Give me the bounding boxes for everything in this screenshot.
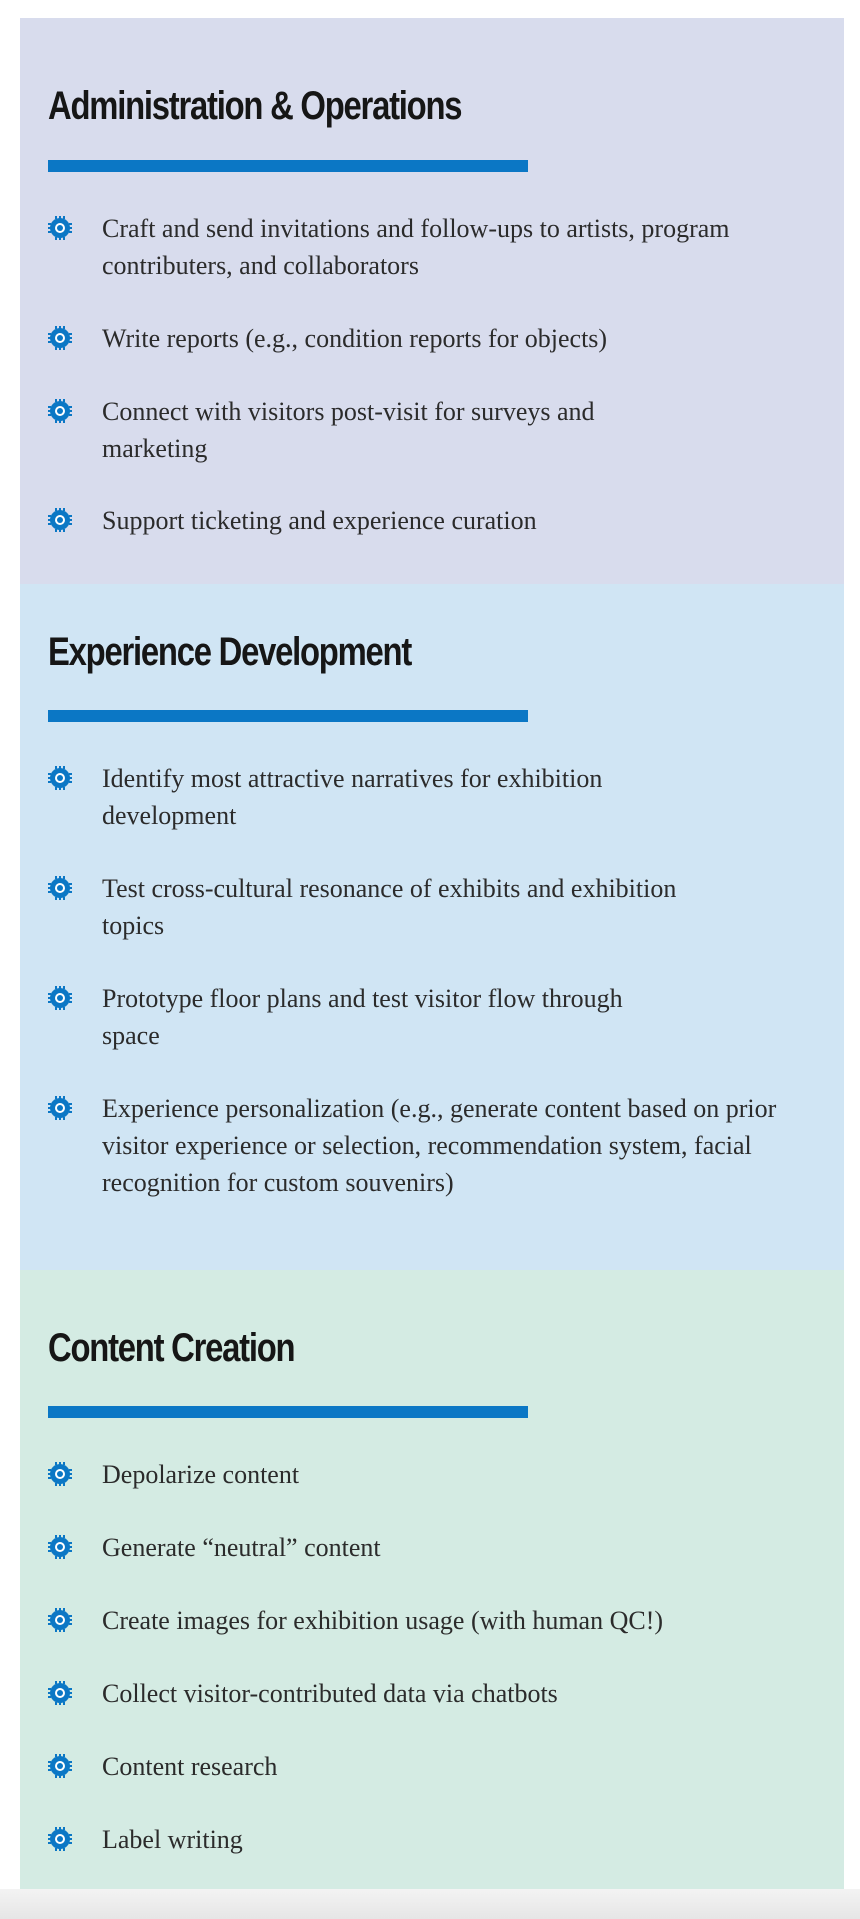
chip-icon xyxy=(48,1608,72,1632)
section-title: Content Creation xyxy=(48,1326,295,1370)
section-title: Experience Development xyxy=(48,630,412,674)
list-item-text: Generate “neutral” content xyxy=(102,1533,381,1562)
list-item xyxy=(48,1529,838,1566)
chip-icon xyxy=(48,1681,72,1705)
list-item-text: Connect with visitors post-visit for surveys and marketing xyxy=(102,397,595,463)
list-item-text: Craft and send invitations and follow-ups to artists, program contributers, and collaborators xyxy=(102,214,730,280)
chip-icon xyxy=(48,216,72,240)
list-item xyxy=(48,870,838,944)
list-item xyxy=(48,1675,838,1712)
chip-icon xyxy=(48,326,72,350)
list-item-text: Write reports (e.g., condition reports for objects) xyxy=(102,324,608,353)
section-title-underline xyxy=(48,160,528,172)
list-item xyxy=(48,1090,838,1201)
section-administration-operations xyxy=(20,18,858,584)
section-title: Administration & Operations xyxy=(48,84,462,128)
list-item-text: Experience personalization (e.g., generate content based on prior visitor experience or selection, recommendation system, facial recognition for custom souvenirs) xyxy=(102,1094,777,1197)
chip-icon xyxy=(48,1754,72,1778)
list-item xyxy=(48,393,838,467)
chip-icon xyxy=(48,986,72,1010)
list-item-text: Test cross-cultural resonance of exhibits and exhibition topics xyxy=(102,874,677,940)
list-item xyxy=(48,1821,838,1858)
chip-icon xyxy=(48,766,72,790)
page-margin-right xyxy=(844,0,860,1919)
chip-icon xyxy=(48,508,72,532)
list-item-text: Depolarize content xyxy=(102,1460,300,1489)
list-item xyxy=(48,1748,838,1785)
chip-icon xyxy=(48,1535,72,1559)
chip-icon xyxy=(48,1096,72,1120)
list-item xyxy=(48,980,838,1054)
list-item xyxy=(48,1602,838,1639)
list-item-text: Prototype floor plans and test visitor flow through space xyxy=(102,984,623,1050)
list-item xyxy=(48,210,838,284)
list-item-text: Create images for exhibition usage (with human QC!) xyxy=(102,1606,664,1635)
list-item-text: Identify most attractive narratives for exhibition development xyxy=(102,764,603,830)
list-item-text: Support ticketing and experience curation xyxy=(102,506,537,535)
section-title-underline xyxy=(48,1406,528,1418)
chip-icon xyxy=(48,1827,72,1851)
chip-icon xyxy=(48,399,72,423)
chip-icon xyxy=(48,876,72,900)
list-item xyxy=(48,320,838,357)
list-item-text: Label writing xyxy=(102,1825,243,1854)
section-content-creation xyxy=(20,1270,858,1889)
page-margin-bottom xyxy=(0,1889,860,1919)
list-item xyxy=(48,1456,838,1493)
chip-icon xyxy=(48,1462,72,1486)
list-item xyxy=(48,760,838,834)
list-item-text: Collect visitor-contributed data via chatbots xyxy=(102,1679,558,1708)
section-title-underline xyxy=(48,710,528,722)
list-item-text: Content research xyxy=(102,1752,278,1781)
list-item xyxy=(48,502,838,539)
section-experience-development xyxy=(20,584,858,1270)
